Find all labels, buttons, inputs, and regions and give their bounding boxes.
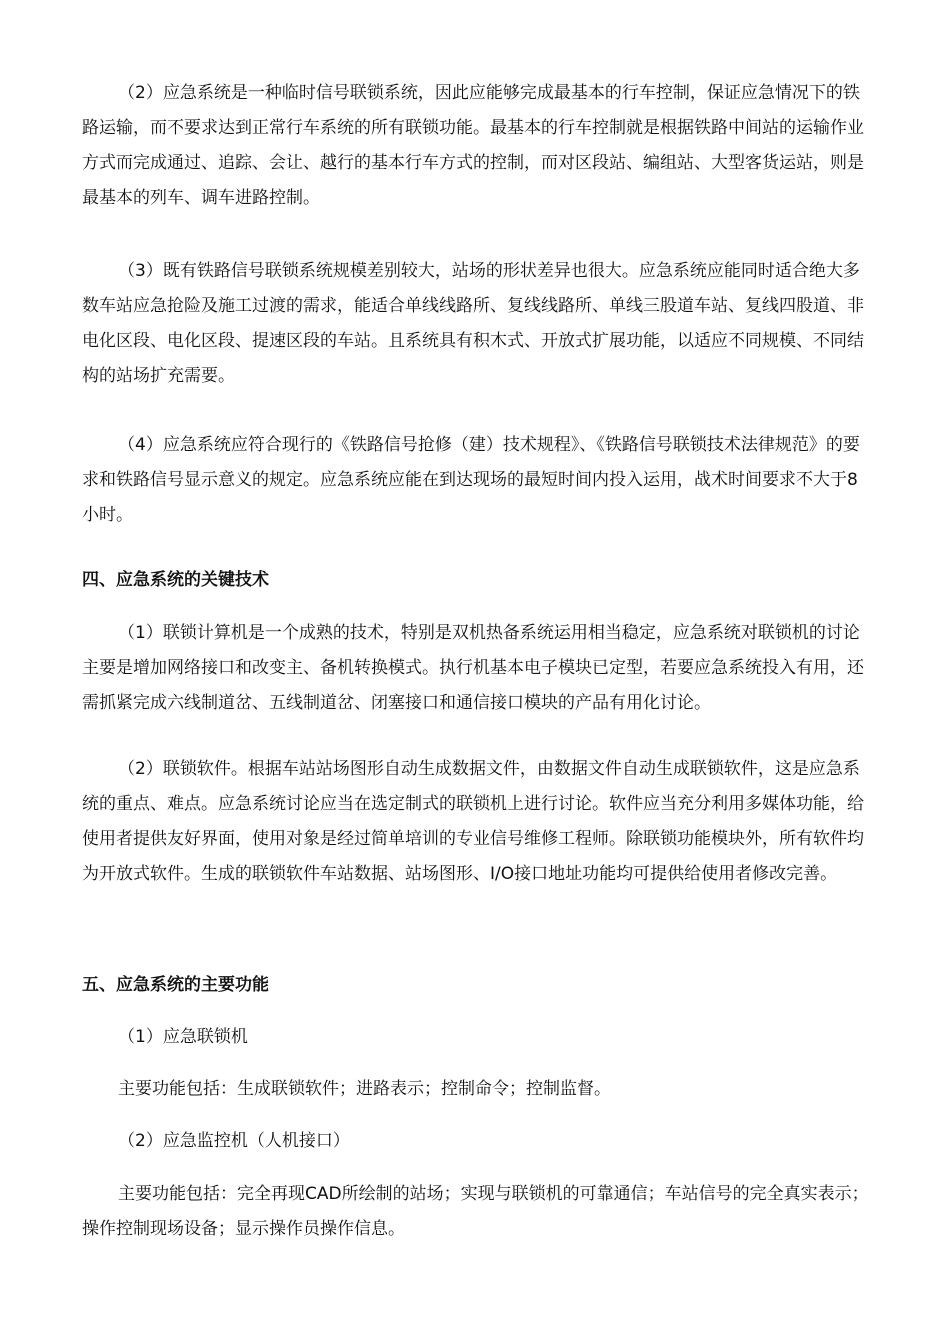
paragraph-regulation-compliance: （4）应急系统应符合现行的《铁路信号抢修（建）技术规程》、《铁路信号联锁技术法律规范》的要求和铁路信号显示意义的规定。应急系统应能在到达现场的最短时间内投入运用，战术时间要求不大于8小时。 — [82, 435, 860, 525]
paragraph-interlocking-computer: （1）联锁计算机是一个成熟的技术，特别是双机热备系统运用相当稳定，应急系统对联锁机的讨论主要是增加网络接口和改变主、备机转换模式。执行机基本电子模块已定型，若要应急系统投入有用，还需抓紧完成六线制道岔、五线制道岔、闭塞接口和通信接口模块的产品有用化讨论。 — [82, 623, 864, 713]
section-heading-key-technologies: 四、应急系统的关键技术 — [82, 570, 269, 590]
item-body-monitoring-functions: 主要功能包括：完全再现CAD所绘制的站场；实现与联锁机的可靠通信；车站信号的完全真实表示；操作控制现场设备；显示操作员操作信息。 — [82, 1184, 869, 1239]
paragraph-interlocking-software: （2）联锁软件。根据车站站场图形自动生成数据文件，由数据文件自动生成联锁软件，这是应急系统的重点、难点。应急系统讨论应当在选定制式的联锁机上进行讨论。软件应当充分利用多媒体功能，给使用者提供友好界面，使用对象是经过简单培训的专业信号维修工程师。除联锁功能模块外，所有软件均为开放式软件。生成的联锁软件车站数据、站场图形、I/O接口地址功能均可提供给使用者修改完善。 — [82, 759, 864, 884]
section-heading-main-functions: 五、应急系统的主要功能 — [82, 975, 269, 995]
item-title-emergency-interlocking-machine: （1）应急联锁机 — [118, 1027, 248, 1047]
item-title-emergency-monitoring-machine: （2）应急监控机（人机接口） — [118, 1131, 350, 1151]
item-body-interlocking-functions: 主要功能包括：生成联锁软件；进路表示；控制命令；控制监督。 — [118, 1079, 611, 1099]
paragraph-emergency-signal-interlocking: （2）应急系统是一种临时信号联锁系统，因此应能够完成最基本的行车控制，保证应急情况下的铁路运输，而不要求达到正常行车系统的所有联锁功能。最基本的行车控制就是根据铁路中间站的运输作业方式而完成通过、追踪、会让、越行的基本行车方式的控制，而对区段站、编组站、大型客货运站，则是最基本的列车、调车进路控制。 — [82, 83, 864, 208]
paragraph-station-scale-requirements: （3）既有铁路信号联锁系统规模差别较大，站场的形状差异也很大。应急系统应能同时适合绝大多数车站应急抢险及施工过渡的需求，能适合单线线路所、复线线路所、单线三股道车站、复线四股道、非电化区段、电化区段、提速区段的车站。且系统具有积木式、开放式扩展功能，以适应不同规模、不同结构的站场扩充需要。 — [82, 261, 864, 386]
